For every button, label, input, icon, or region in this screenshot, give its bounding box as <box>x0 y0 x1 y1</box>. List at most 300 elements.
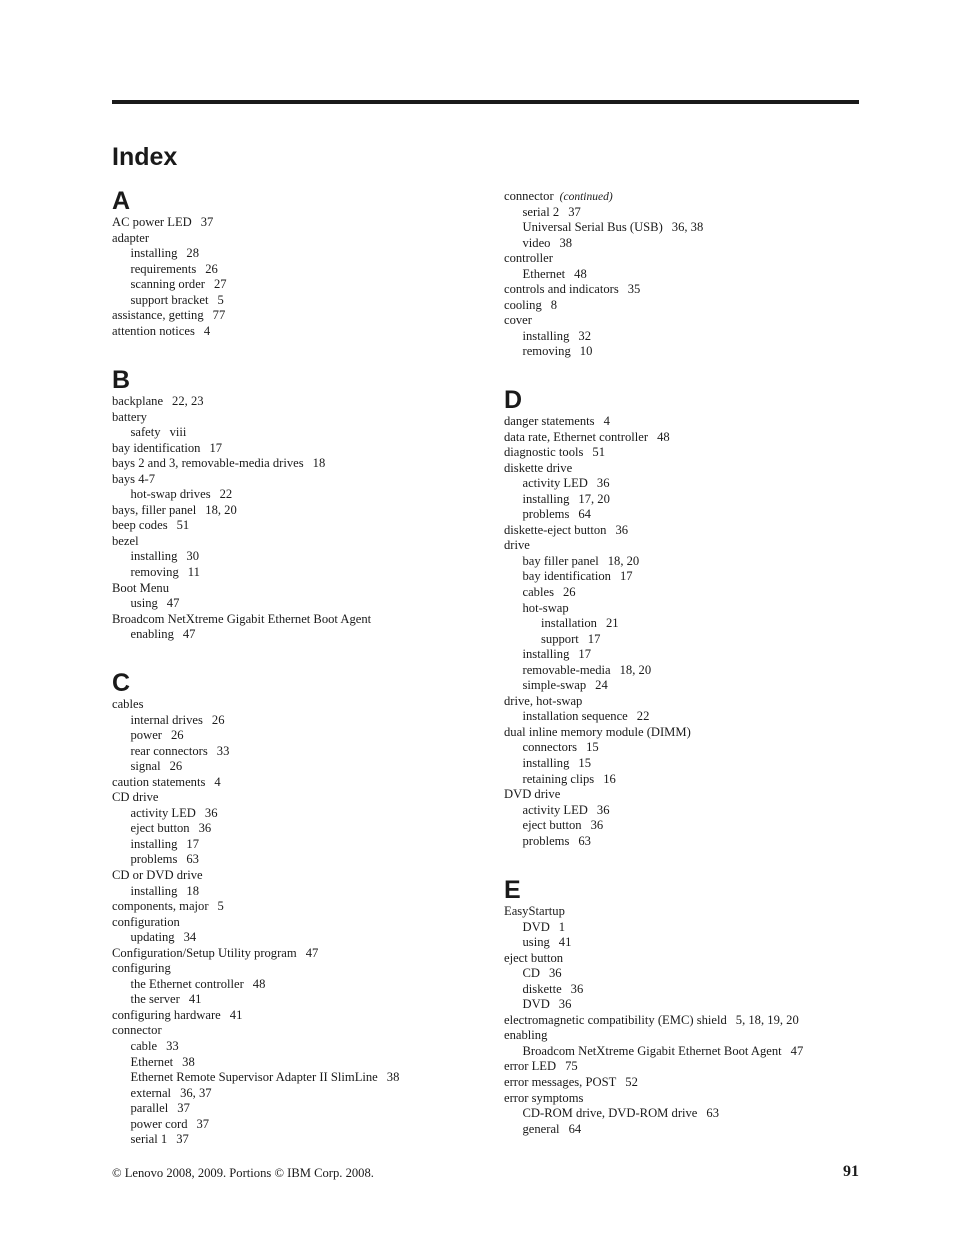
entry-term: Universal Serial Bus (USB) <box>522 220 663 235</box>
entry-term: problems <box>130 852 178 867</box>
entry-term: bays, filler panel <box>112 502 197 517</box>
entry-pages: 37 <box>176 1132 189 1147</box>
entry-term: Ethernet <box>130 1054 174 1069</box>
entry-term: removing <box>130 565 179 580</box>
index-entry <box>504 632 691 648</box>
index-section-e <box>504 876 803 1137</box>
entry-pages: 21 <box>605 616 619 631</box>
entry-term: configuration <box>112 914 180 929</box>
index-entry <box>504 725 691 741</box>
index-entry <box>112 1117 399 1133</box>
entry-term: serial 2 <box>522 204 560 219</box>
entry-pages: 36 <box>596 802 610 817</box>
entry-pages: 37 <box>177 1101 190 1116</box>
index-entry <box>504 267 703 283</box>
entry-list <box>504 904 803 1137</box>
entry-term: error symptoms <box>504 1090 584 1105</box>
entry-pages: 22, 23 <box>172 394 204 408</box>
section-letter: D <box>504 386 523 414</box>
index-entry <box>112 215 227 231</box>
entry-pages: 36 <box>590 818 604 833</box>
entry-term: power cord <box>130 1116 188 1131</box>
index-entry <box>504 329 703 345</box>
entry-pages: 47 <box>166 596 180 611</box>
entry-pages: 38 <box>386 1070 400 1085</box>
entry-term: enabling <box>504 1028 548 1043</box>
index-entry <box>504 523 691 539</box>
entry-pages: 64 <box>578 507 591 522</box>
index-entry <box>112 884 399 900</box>
entry-pages: 1 <box>558 919 566 934</box>
entry-pages: 18, 20 <box>619 662 652 677</box>
index-entry <box>112 549 371 565</box>
entry-term: cooling <box>504 297 542 312</box>
entry-pages: 52 <box>625 1075 638 1090</box>
section-letter: E <box>504 876 521 904</box>
entry-term: battery <box>112 409 147 424</box>
entry-term: installation sequence <box>522 709 628 724</box>
index-entry <box>504 414 691 430</box>
index-entry <box>504 554 691 570</box>
entry-term: error LED <box>504 1059 557 1074</box>
index-entry <box>112 775 399 791</box>
entry-pages: 24 <box>595 678 608 693</box>
entry-term: internal drives <box>130 712 203 727</box>
entry-term: installing <box>130 549 178 564</box>
entry-term: scanning order <box>130 277 205 292</box>
entry-term: diskette <box>522 981 562 996</box>
entry-term: bay identification <box>112 440 201 455</box>
index-entry <box>112 946 399 962</box>
entry-term: DVD <box>522 997 550 1012</box>
index-entry <box>112 790 399 806</box>
entry-term: CD or DVD drive <box>112 868 203 883</box>
entry-term: cover <box>504 313 532 328</box>
entry-term: assistance, getting <box>112 308 204 323</box>
entry-term: connectors <box>522 740 578 755</box>
entry-term: rear connectors <box>130 743 208 758</box>
entry-term: eject button <box>130 821 190 836</box>
entry-term: caution statements <box>112 774 206 789</box>
entry-term: components, major <box>112 899 209 914</box>
index-entry <box>504 344 703 360</box>
index-entry <box>504 236 703 252</box>
entry-pages: 47 <box>305 945 319 960</box>
index-entry <box>504 601 691 617</box>
entry-pages: 64 <box>568 1121 582 1136</box>
index-entry <box>504 461 691 477</box>
index-entry <box>112 837 399 853</box>
entry-term: DVD drive <box>504 787 561 802</box>
index-entry <box>504 709 691 725</box>
entry-term: dual inline memory module (DIMM) <box>504 724 691 739</box>
index-entry <box>112 565 371 581</box>
entry-pages: 37 <box>200 215 214 229</box>
index-entry <box>112 1070 399 1086</box>
index-entry <box>504 492 691 508</box>
index-entry <box>112 394 371 410</box>
index-entry <box>112 806 399 822</box>
index-entry <box>112 518 371 534</box>
entry-term: connector <box>112 1023 162 1038</box>
index-entry <box>112 759 399 775</box>
index-entry <box>504 616 691 632</box>
entry-pages: 26 <box>562 585 576 600</box>
entry-term: Broadcom NetXtreme Gigabit Ethernet Boot Agent <box>522 1043 782 1058</box>
index-entry <box>112 992 399 1008</box>
entry-pages: 33 <box>166 1039 179 1054</box>
index-entry <box>504 282 703 298</box>
entry-pages: 4 <box>214 774 221 789</box>
index-entry <box>112 961 399 977</box>
index-entry <box>504 476 691 492</box>
index-entry <box>504 935 803 951</box>
entry-pages: 17 <box>587 631 601 646</box>
entry-term: removable-media <box>522 662 611 677</box>
entry-pages: 51 <box>592 445 605 460</box>
entry-term: backplane <box>112 394 164 408</box>
entry-term: updating <box>130 930 175 945</box>
entry-term: using <box>522 935 550 950</box>
entry-term: configuring hardware <box>112 1007 221 1022</box>
index-entry <box>504 220 703 236</box>
header-rule <box>112 100 859 104</box>
index-entry <box>112 915 399 931</box>
entry-term: EasyStartup <box>504 904 565 918</box>
entry-term: adapter <box>112 230 150 245</box>
entry-term: Broadcom NetXtreme Gigabit Ethernet Boot Agent <box>112 611 372 626</box>
index-entry <box>504 694 691 710</box>
entry-list <box>112 697 399 1148</box>
entry-pages: 36 <box>596 476 610 491</box>
index-entry <box>112 277 227 293</box>
entry-term: cables <box>522 585 554 600</box>
entry-term: activity LED <box>130 805 196 820</box>
entry-pages: 10 <box>579 344 593 359</box>
index-entry <box>112 930 399 946</box>
entry-pages: 37 <box>196 1116 210 1131</box>
index-entry <box>504 834 691 850</box>
index-entry <box>112 503 371 519</box>
index-entry <box>112 324 227 340</box>
entry-pages: 48 <box>657 429 670 444</box>
entry-pages: 41 <box>229 1007 243 1022</box>
index-entry <box>112 1023 399 1039</box>
entry-pages: 36 <box>204 805 218 820</box>
entry-pages: 77 <box>212 308 226 323</box>
entry-pages: 18 <box>312 456 326 471</box>
entry-pages: 4 <box>203 323 211 338</box>
index-entry <box>112 977 399 993</box>
entry-pages: 36 <box>558 997 572 1012</box>
index-entry <box>504 997 803 1013</box>
index-entry <box>504 1075 803 1091</box>
index-entry <box>504 663 691 679</box>
entry-pages: 48 <box>574 266 587 281</box>
entry-term: electromagnetic compatibility (EMC) shield <box>504 1012 727 1027</box>
entry-term: bay identification <box>522 569 611 584</box>
entry-list <box>112 394 371 643</box>
entry-term: diskette drive <box>504 460 573 475</box>
entry-pages: 47 <box>790 1043 804 1058</box>
index-entry <box>112 425 371 441</box>
index-entry <box>504 787 691 803</box>
entry-term: simple-swap <box>522 678 587 693</box>
entry-pages: 5 <box>217 899 224 914</box>
index-entry <box>112 713 399 729</box>
entry-pages: viii <box>169 425 187 440</box>
section-letter: C <box>112 669 131 697</box>
entry-term: video <box>522 235 551 250</box>
entry-pages: 63 <box>186 852 199 867</box>
entry-term: installing <box>522 756 570 771</box>
entry-pages: 26 <box>170 728 184 743</box>
index-entry <box>112 581 371 597</box>
entry-pages: 17 <box>619 569 633 584</box>
entry-term: safety <box>130 425 161 440</box>
entry-term: using <box>130 596 158 611</box>
entry-pages: 22 <box>636 709 650 724</box>
index-entry <box>504 313 703 329</box>
entry-term: removing <box>522 344 571 359</box>
entry-pages: 30 <box>186 549 199 564</box>
index-entry <box>504 507 691 523</box>
entry-term: support <box>541 631 579 646</box>
entry-term: activity LED <box>522 802 588 817</box>
entry-term: cable <box>130 1039 158 1054</box>
index-entry <box>504 569 691 585</box>
entry-term: external <box>130 1085 172 1100</box>
index-entry <box>504 1059 803 1075</box>
entry-pages: 18, 20 <box>205 502 237 517</box>
entry-pages: 15 <box>586 740 599 755</box>
entry-term: CD drive <box>112 790 159 805</box>
entry-pages: 38 <box>182 1054 195 1069</box>
index-section-d <box>504 386 691 849</box>
entry-pages: 36, 38 <box>671 220 704 235</box>
index-entry <box>504 1091 803 1107</box>
entry-pages: 11 <box>187 565 200 580</box>
section-letter: A <box>112 187 131 215</box>
index-entry <box>112 697 399 713</box>
index-entry <box>112 1055 399 1071</box>
index-entry <box>112 262 227 278</box>
entry-pages: 36 <box>615 522 629 537</box>
index-section-b <box>112 366 371 643</box>
continued-heading <box>504 189 703 205</box>
entry-term: problems <box>522 507 570 522</box>
entry-pages: 22 <box>219 487 233 502</box>
index-entry <box>112 441 371 457</box>
entry-term: bays 2 and 3, removable-media drives <box>112 456 304 471</box>
entry-term: the Ethernet controller <box>130 976 244 991</box>
index-entry <box>504 803 691 819</box>
index-entry <box>112 293 227 309</box>
index-entry <box>112 1086 399 1102</box>
entry-pages: 17 <box>186 836 199 851</box>
entry-term: installing <box>522 328 570 343</box>
continued-head-text: connector <box>504 189 554 203</box>
index-entry <box>504 1044 803 1060</box>
index-entry <box>504 205 703 221</box>
index-entry <box>112 1132 399 1148</box>
entry-term: serial 1 <box>130 1132 168 1147</box>
index-entry <box>112 410 371 426</box>
index-entry <box>112 612 371 628</box>
index-entry <box>504 772 691 788</box>
entry-term: signal <box>130 759 161 774</box>
index-section-c-continued <box>504 189 703 360</box>
entry-term: error messages, POST <box>504 1075 617 1090</box>
entry-term: Ethernet Remote Supervisor Adapter II SlimLine <box>130 1070 378 1085</box>
index-entry <box>112 246 227 262</box>
index-entry <box>504 538 691 554</box>
entry-pages: 38 <box>559 235 573 250</box>
entry-pages: 36 <box>549 966 562 981</box>
entry-pages: 51 <box>176 518 190 533</box>
entry-term: beep codes <box>112 518 168 533</box>
index-section-a <box>112 187 227 339</box>
entry-term: configuring <box>112 961 171 976</box>
entry-list <box>112 215 227 339</box>
entry-term: activity LED <box>522 476 588 491</box>
entry-term: problems <box>522 833 570 848</box>
entry-term: installing <box>522 491 570 506</box>
index-entry <box>112 487 371 503</box>
entry-pages: 41 <box>188 992 202 1007</box>
entry-pages: 63 <box>578 833 591 848</box>
entry-term: Configuration/Setup Utility program <box>112 945 297 960</box>
entry-term: AC power LED <box>112 215 192 229</box>
entry-term: DVD <box>522 919 550 934</box>
entry-term: data rate, Ethernet controller <box>504 429 649 444</box>
index-entry <box>504 647 691 663</box>
entry-term: diagnostic tools <box>504 445 584 460</box>
entry-pages: 26 <box>211 712 225 727</box>
entry-pages: 41 <box>558 935 572 950</box>
entry-term: Ethernet <box>522 266 566 281</box>
index-entry <box>504 740 691 756</box>
entry-term: the server <box>130 992 180 1007</box>
index-entry <box>112 627 371 643</box>
entry-pages: 8 <box>550 297 558 312</box>
index-entry <box>504 756 691 772</box>
entry-pages: 5 <box>217 292 224 307</box>
entry-pages: 18, 20 <box>607 553 640 568</box>
index-entry <box>112 472 371 488</box>
entry-pages: 36, 37 <box>180 1085 212 1100</box>
entry-pages: 34 <box>183 930 197 945</box>
index-entry <box>112 821 399 837</box>
index-entry <box>112 308 227 324</box>
entry-pages: 48 <box>252 976 266 991</box>
entry-term: controls and indicators <box>504 282 619 297</box>
entry-term: attention notices <box>112 323 195 338</box>
entry-pages: 63 <box>706 1106 719 1121</box>
entry-pages: 17, 20 <box>578 491 610 506</box>
entry-term: eject button <box>522 818 582 833</box>
entry-pages: 36 <box>570 981 584 996</box>
entry-pages: 17 <box>209 440 223 455</box>
entry-pages: 26 <box>205 261 218 276</box>
entry-term: requirements <box>130 261 197 276</box>
entry-term: drive <box>504 538 530 553</box>
index-entry <box>504 818 691 834</box>
index-entry <box>504 678 691 694</box>
index-entry <box>112 852 399 868</box>
entry-pages: 75 <box>565 1059 578 1074</box>
index-entry <box>504 920 803 936</box>
index-entry <box>112 1039 399 1055</box>
index-entry <box>112 868 399 884</box>
entry-term: Boot Menu <box>112 580 170 595</box>
entry-pages: 4 <box>603 414 610 428</box>
entry-pages: 16 <box>603 771 616 786</box>
index-entry <box>504 1013 803 1029</box>
index-entry <box>112 899 399 915</box>
index-entry <box>504 951 803 967</box>
continued-label: (continued) <box>559 191 613 203</box>
entry-term: hot-swap drives <box>130 487 211 502</box>
entry-term: installing <box>130 836 178 851</box>
index-entry <box>112 1101 399 1117</box>
entry-pages: 17 <box>578 647 591 662</box>
entry-pages: 47 <box>182 627 196 642</box>
entry-term: retaining clips <box>522 771 595 786</box>
index-entry <box>112 744 399 760</box>
entry-term: danger statements <box>504 414 595 428</box>
index-entry <box>504 1106 803 1122</box>
entry-term: enabling <box>130 627 174 642</box>
entry-pages: 32 <box>578 328 591 343</box>
entry-term: cables <box>112 697 144 711</box>
index-entry <box>112 728 399 744</box>
footer-copyright: © Lenovo 2008, 2009. Portions © IBM Corp. 2008. <box>112 1166 374 1180</box>
index-entry <box>112 1008 399 1024</box>
index-section-c <box>112 669 399 1148</box>
entry-pages: 15 <box>578 756 591 771</box>
entry-pages: 28 <box>186 246 199 261</box>
index-entry <box>504 1122 803 1138</box>
index-entry <box>504 982 803 998</box>
entry-term: power <box>130 728 162 743</box>
index-entry <box>504 430 691 446</box>
entry-pages: 36 <box>198 821 212 836</box>
index-entry <box>504 585 691 601</box>
entry-pages: 35 <box>627 282 641 297</box>
page-number: 91 <box>843 1163 859 1180</box>
entry-pages: 5, 18, 19, 20 <box>735 1012 799 1027</box>
entry-term: parallel <box>130 1101 169 1116</box>
entry-term: installation <box>541 616 597 631</box>
entry-pages: 27 <box>214 277 227 292</box>
index-entry <box>504 1028 803 1044</box>
entry-term: CD <box>522 966 540 981</box>
entry-term: bays 4-7 <box>112 471 156 486</box>
entry-term: eject button <box>504 950 564 965</box>
entry-term: bezel <box>112 533 139 548</box>
index-entry <box>112 231 227 247</box>
entry-pages: 33 <box>216 743 230 758</box>
entry-pages: 37 <box>568 204 581 219</box>
entry-term: diskette-eject button <box>504 522 607 537</box>
index-entry <box>112 534 371 550</box>
entry-pages: 26 <box>169 759 183 774</box>
entry-list <box>504 414 691 849</box>
index-entry <box>112 456 371 472</box>
entry-term: support bracket <box>130 292 209 307</box>
page-title: Index <box>112 143 178 171</box>
